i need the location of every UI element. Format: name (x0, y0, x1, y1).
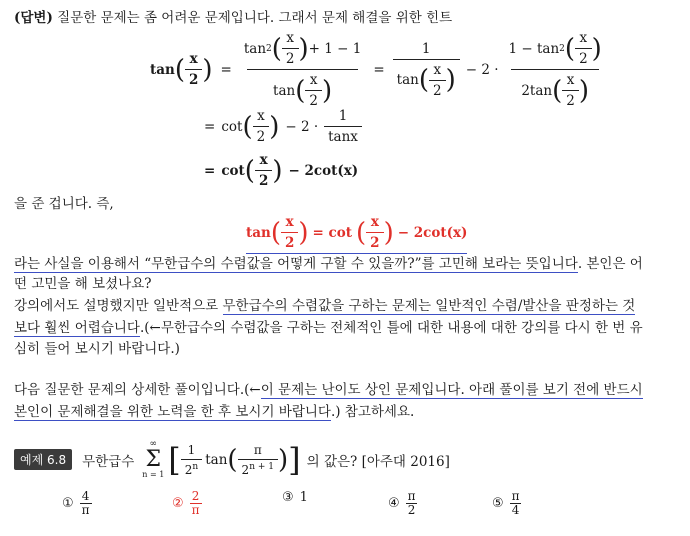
equation-line-3: = cot ( $\frac{x}{2}$ ) − 2cot(x) (204, 152, 359, 189)
intro-line (14, 6, 452, 26)
problem-statement: 예제 6.8 무한급수 ∞ Σ n = 1 [ $\frac{1}{2^n}$ tan ( $\frac{\pi}{2^{n + 1}}$ ) ] 의 값은? [아주대 2016] (14, 440, 450, 479)
option-denominator: π (81, 503, 90, 518)
intro-text: 질문한 문제는 좀 어려운 문제입니다. 그래서 문제 해결을 위한 힌트 (52, 10, 453, 26)
option-number: ① (62, 496, 74, 512)
answer-label: (답변) (14, 10, 53, 26)
paren-left: ( (174, 54, 185, 85)
option-denominator: 4 (511, 503, 520, 518)
para1-line1: 라는 사실을 이용해서 “무한급수의 수렴값을 어떻게 구할 수 있을까?”를 고민해 보라는 뜻입니다. 본인은 어 (14, 256, 643, 272)
option-3[interactable] (282, 490, 308, 505)
paren-right: ) (202, 54, 213, 85)
option-number: ③ (282, 490, 294, 505)
option-number: ⑤ (492, 496, 504, 512)
eq-sign: = (220, 61, 232, 78)
equation-line-2: = cot ( $\frac{x}{2}$ ) − 2 · $\frac{1}{\tan x}$ (204, 108, 362, 145)
option-numerator: 4 (81, 489, 90, 503)
example-badge: 예제 6.8 (14, 449, 72, 470)
big-frac-2: 1 − tan 2 ( $\frac{x}{2}$ ) 2tan ( $\frac{x}{2}$ ) (508, 30, 602, 109)
option-4[interactable] (388, 490, 418, 517)
key-identity: tan ( $\frac{x}{2}$ ) = cot ( $\frac{x}{2}$ ) − 2cot(x) (246, 214, 467, 254)
option-numerator: π (511, 489, 520, 503)
option-value (406, 490, 418, 517)
frac-x-over-2: $\frac{x}{2}$ (185, 51, 202, 88)
option-number: ④ (388, 496, 400, 512)
after-equation-text: 을 준 겁니다. 즉, (14, 196, 114, 212)
tan-func: tan (150, 61, 175, 78)
para1-line2: 떤 고민을 해 보셨나요? (14, 276, 152, 292)
sigma-symbol: ∞ Σ n = 1 (142, 439, 165, 479)
option-value: 1 (299, 490, 308, 505)
para2-line1: 강의에서도 설명했지만 일반적으로 무한급수의 수렴값을 구하는 문제는 일반적인 수렴/발산을 판정하는 것 (14, 298, 636, 314)
para2-line2: 보다 훨씬 어렵습니다.(←무한급수의 수렴값을 구하는 전체적인 틀에 대한 내용에 대한 강의를 다시 한 번 유 (14, 320, 643, 336)
option-number: ② (172, 496, 184, 512)
option-value (190, 490, 202, 517)
option-2[interactable] (172, 490, 202, 517)
option-value (510, 490, 522, 517)
para3-line2: 본인이 문제해결을 위한 노력을 한 후 보시기 바랍니다.) 참고하세요. (14, 404, 415, 420)
big-frac-1: tan 2 ( $\frac{x}{2}$ ) + 1 − 1 tan ( $\frac{x}{2}$ ) (243, 30, 362, 109)
option-5[interactable] (492, 490, 522, 517)
option-1[interactable] (62, 490, 92, 517)
equation-line-1: tan ( $\frac{x}{2}$ ) = tan 2 ( $\frac{x}{2}$ ) + 1 − 1 tan ( $\frac{x}{2}$ ) = 1 tan ( $\frac{x}{2}$ ) − 2 · 1 − tan 2 ( $\frac{x}{2}$ ) 2tan ( $\frac{x}{2}$ ) (150, 30, 606, 109)
frac-1-over-tan: 1 tan ( $\frac{x}{2}$ ) (393, 41, 460, 99)
option-numerator: 2 (191, 489, 200, 503)
para2-line3: 심히 들어 보시기 바랍니다.) (14, 341, 180, 357)
option-value (80, 490, 92, 517)
para3-line1: 다음 질문한 문제의 상세한 풀이입니다.(←이 문제는 난이도 상인 문제입니다. 아래 풀이를 보기 전에 반드시 (14, 382, 643, 398)
option-denominator: 2 (407, 503, 416, 518)
option-numerator: π (407, 489, 416, 503)
option-denominator: π (191, 503, 200, 518)
